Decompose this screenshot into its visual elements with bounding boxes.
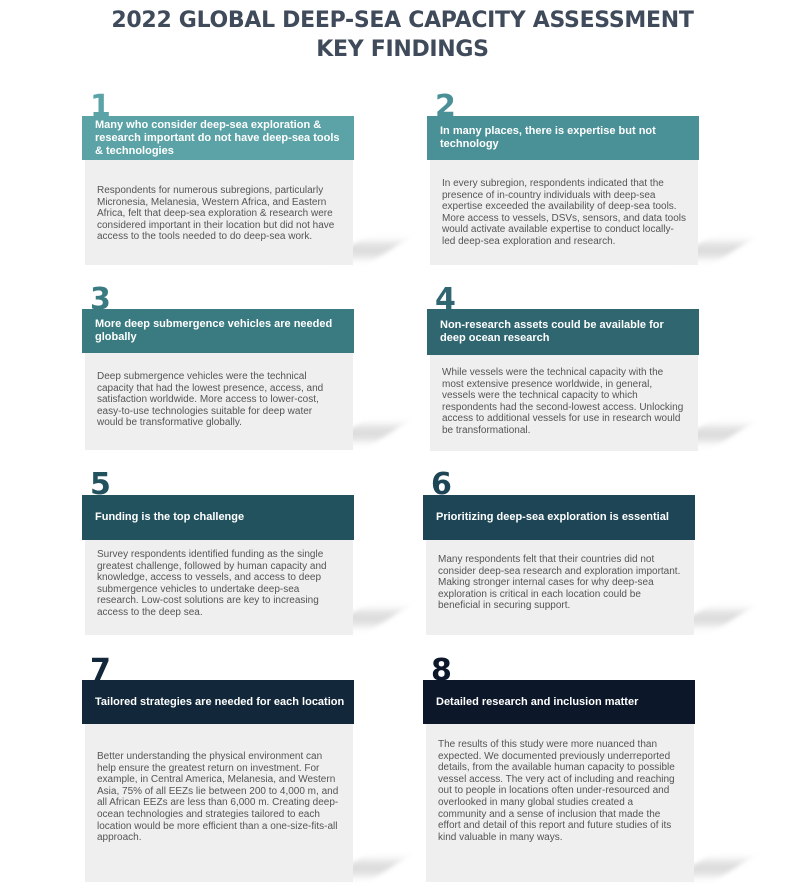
finding-body-4: While vessels were the technical capacity with the most extensive presence worldwide, in general, vessels were the technical capacity to which respondents had the second-lowest access. Unlocking access to additional vessels for use in research would be transformational. bbox=[430, 355, 698, 451]
finding-body-7: Better understanding the physical environment can help ensure the greatest return on investment. For example, in Central America, Melanesia, and Western Asia, 75% of all EEZs lie between 200 to 4,000 m, and all African EEZs are less than 6,000 m. Creating deep-ocean technologies and strategies tailored to each location would be more efficient than a one-size-fits-all approach. bbox=[85, 724, 353, 882]
page-title bbox=[0, 6, 805, 64]
finding-heading-5: Funding is the top challenge bbox=[82, 495, 354, 540]
title-line-1: 2022 GLOBAL DEEP-SEA CAPACITY ASSESSMENT bbox=[111, 8, 694, 33]
finding-number-6: 6 bbox=[431, 467, 452, 502]
finding-body-1: Respondents for numerous subregions, particularly Micronesia, Melanesia, Western Africa, and Eastern Africa, felt that deep-sea exploration & research were considered important in their location but did not have access to the tools needed to do deep-sea work. bbox=[85, 160, 353, 265]
finding-number-7: 7 bbox=[90, 653, 111, 688]
finding-number-8: 8 bbox=[431, 653, 452, 688]
finding-heading-8: Detailed research and inclusion matter bbox=[423, 680, 695, 724]
finding-heading-6: Prioritizing deep-sea exploration is essential bbox=[423, 495, 695, 540]
finding-body-3: Deep submergence vehicles were the technical capacity that had the lowest presence, access, and satisfaction worldwide. More access to lower-cost, easy-to-use technologies suitable for deep water would be transformative globally. bbox=[85, 353, 353, 450]
finding-body-5: Survey respondents identified funding as the single greatest challenge, followed by human capacity and knowledge, access to vessels, and access to deep submergence vehicles to undertake deep-sea research. Low-cost solutions are key to increasing access to the deep sea. bbox=[85, 540, 353, 635]
finding-heading-1: Many who consider deep-sea exploration & research important do not have deep-sea tools & technologies bbox=[82, 116, 354, 160]
finding-number-1: 1 bbox=[90, 89, 111, 124]
finding-body-6: Many respondents felt that their countries did not consider deep-sea research and exploration important. Making stronger internal cases for why deep-sea exploration is critical in each location could be beneficial in securing support. bbox=[426, 540, 694, 635]
finding-number-5: 5 bbox=[90, 467, 111, 502]
finding-number-2: 2 bbox=[435, 89, 456, 124]
finding-heading-3: More deep submergence vehicles are needed globally bbox=[82, 309, 354, 353]
finding-heading-2: In many places, there is expertise but not technology bbox=[427, 116, 699, 160]
finding-body-2: In every subregion, respondents indicated that the presence of in-country individuals with deep-sea expertise exceeded the availability of deep-sea tools. More access to vessels, DSVs, sensors, and data tools would activate available expertise to conduct locally-led deep-sea exploration and research. bbox=[430, 160, 698, 265]
finding-body-8: The results of this study were more nuanced than expected. We documented previously underreported details, from the available human capacity to possible vessel access. The very act of including and reaching out to people in locations often under-resourced and overlooked in many global studies created a community and a sense of inclusion that made the effort and detail of this report and future studies of its kind valuable in many ways. bbox=[426, 724, 694, 882]
finding-number-4: 4 bbox=[435, 282, 456, 317]
title-line-2: KEY FINDINGS bbox=[316, 37, 489, 62]
finding-heading-7: Tailored strategies are needed for each location bbox=[82, 680, 354, 724]
finding-number-3: 3 bbox=[90, 282, 111, 317]
finding-heading-4: Non-research assets could be available for deep ocean research bbox=[427, 309, 699, 355]
